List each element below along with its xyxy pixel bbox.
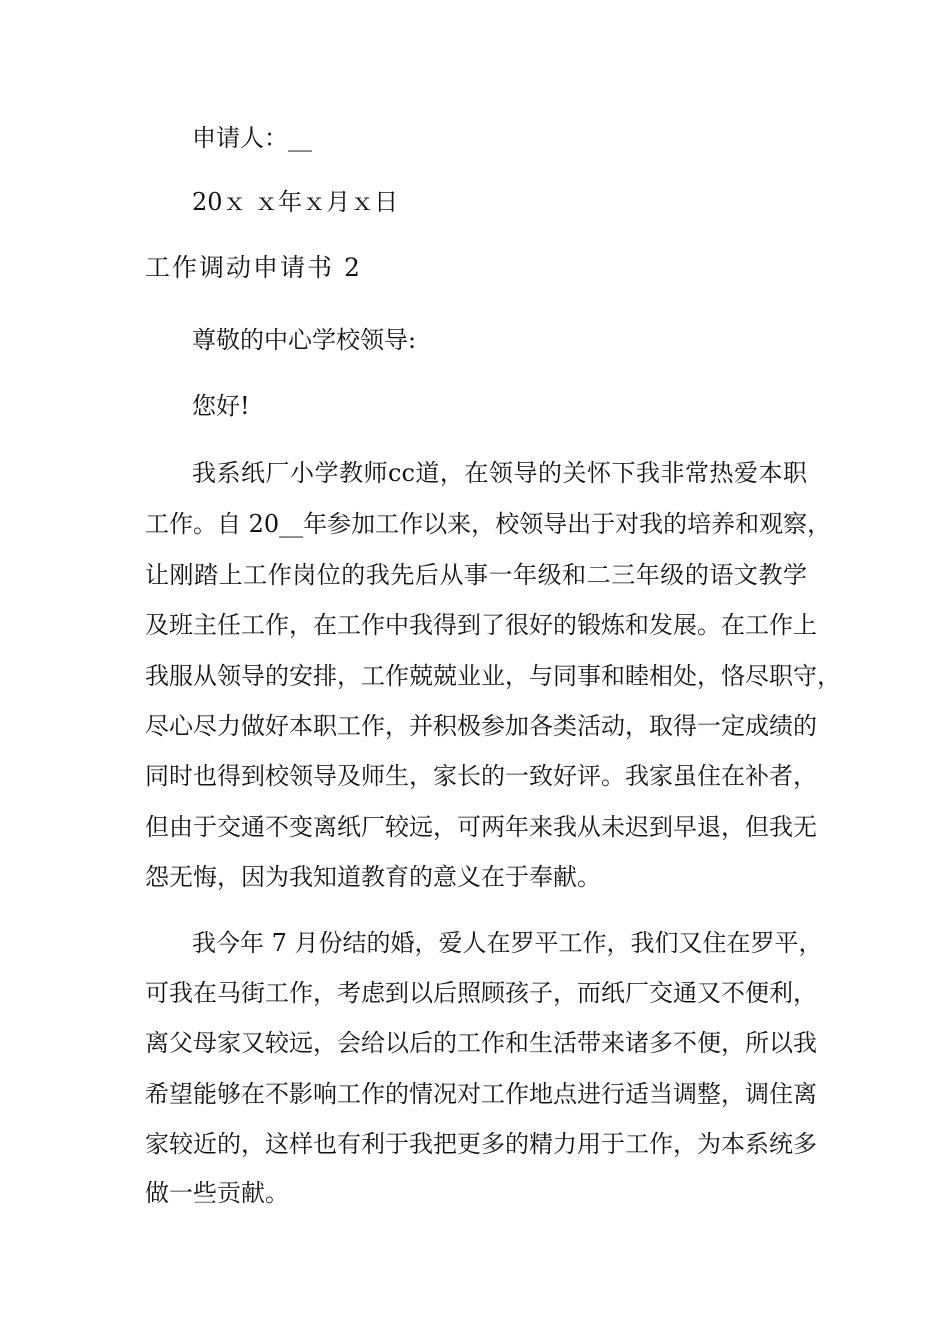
paragraph-2-line-1: 我今年 7 月份结的婚，爱人在罗平工作，我们又住在罗平， — [192, 929, 823, 957]
greeting: 您好! — [192, 392, 250, 420]
applicant-line: 申请人：__ — [192, 124, 312, 152]
paragraph-2-line-3: 离父母家又较远，会给以后的工作和生活带来诸多不便，所以我 — [145, 1029, 817, 1057]
paragraph-1-line-8: 但由于交通不变离纸厂较远，可两年来我从未迟到早退，但我无 — [145, 813, 817, 841]
paragraph-1-line-6: 尽心尽力做好本职工作，并积极参加各类活动，取得一定成绩的 — [145, 712, 817, 740]
salutation: 尊敬的中心学校领导: — [192, 326, 417, 354]
paragraph-1-line-3: 让刚踏上工作岗位的我先后从事一年级和二三年级的语文教学 — [145, 561, 807, 589]
section-title: 工作调动申请书 2 — [145, 253, 362, 282]
paragraph-1-line-1: 我系纸厂小学教师cc道，在领导的关怀下我非常热爱本职 — [192, 459, 807, 487]
paragraph-1-line-4: 及班主任工作，在工作中我得到了很好的锻炼和发展。在工作上 — [145, 611, 817, 639]
paragraph-2-line-6: 做一些贡献。 — [145, 1179, 289, 1207]
paragraph-2-line-2: 可我在马街工作，考虑到以后照顾孩子，而纸厂交通又不便利， — [145, 979, 817, 1007]
paragraph-2-line-5: 家较近的，这样也有利于我把更多的精力用于工作，为本系统多 — [145, 1130, 817, 1158]
date-line: 20ｘ ｘ年ｘ月ｘ日 — [192, 188, 399, 216]
paragraph-1-line-2: 工作。自 20__年参加工作以来，校领导出于对我的培养和观察， — [145, 510, 832, 538]
paragraph-2-line-4: 希望能够在不影响工作的情况对工作地点进行适当调整，调住离 — [145, 1080, 817, 1108]
paragraph-1-line-7: 同时也得到校领导及师生，家长的一致好评。我家虽住在补者， — [145, 762, 817, 790]
paragraph-1-line-9: 怨无悔，因为我知道教育的意义在于奉献。 — [145, 863, 601, 891]
paragraph-1-line-5: 我服从领导的安排，工作兢兢业业，与同事和睦相处，恪尽职守， — [145, 662, 841, 690]
